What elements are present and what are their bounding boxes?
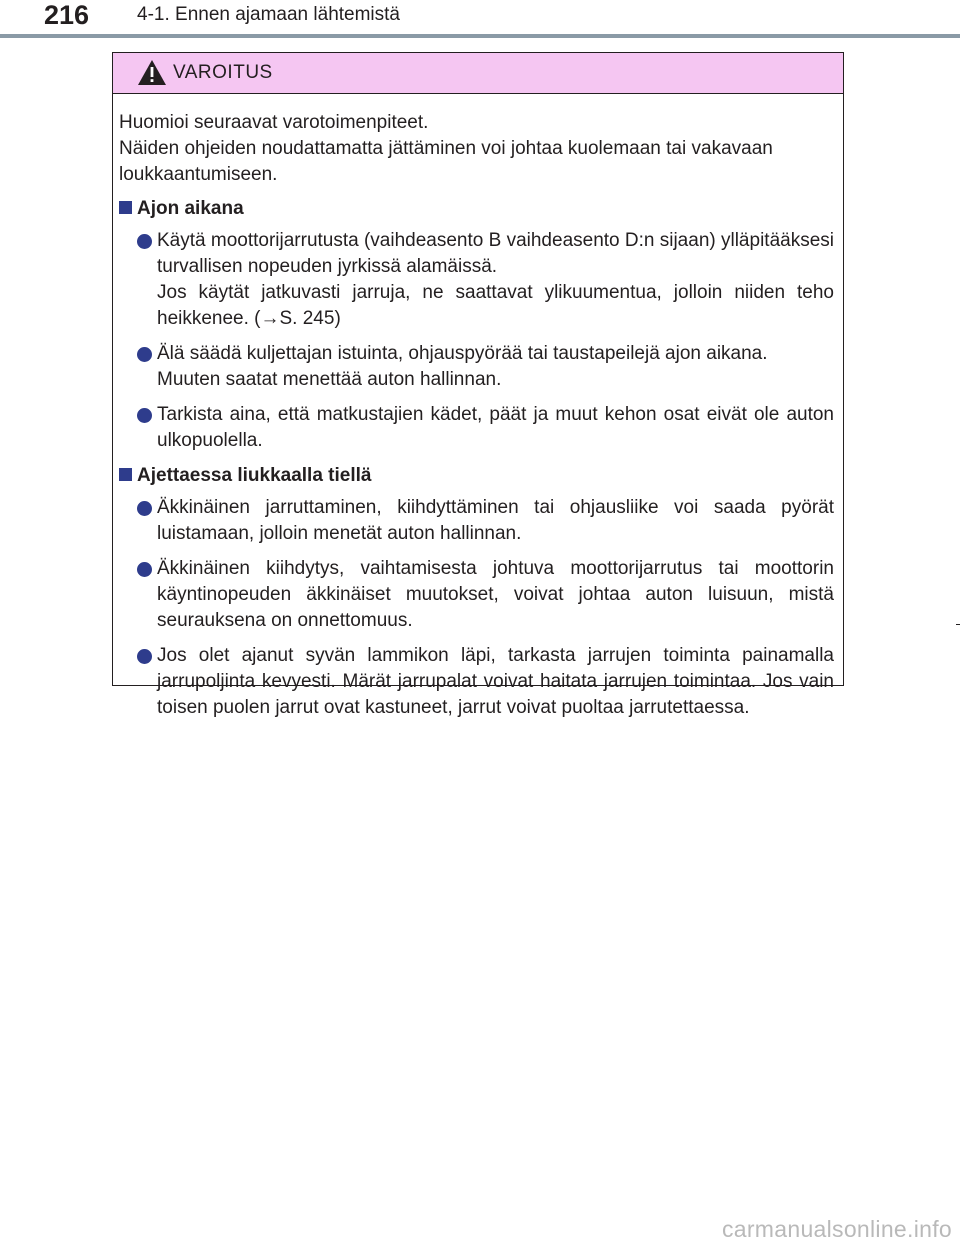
warning-triangle-icon [137,59,167,86]
bullet-text: Äkkinäinen jarruttaminen, kiihdyttäminen tai ohjausliike voi saada pyörät luistamaan, jolloin menetät auton hallinnan. [157,497,834,544]
bullet-text: Jos käytät jatkuvasti jarruja, ne saattavat ylikuumentua, jolloin niiden teho heikkenee. (→S. 245) [157,282,834,329]
section-heading-liukas-tie [119,463,834,489]
intro-line: Näiden ohjeiden noudattamatta jättäminen voi johtaa kuolemaan tai vakavaan loukkaantumiseen. [119,138,773,185]
square-bullet-icon [119,201,132,214]
intro-line: Huomioi seuraavat varotoimenpiteet. [119,112,429,133]
warning-body [113,94,843,721]
bullet-text: Jos olet ajanut syvän lammikon läpi, tarkasta jarrujen toiminta painamalla jarrupoljinta kevyesti. Märät jarrupalat voivat haitata jarrujen toimintaa. Jos vain toisen puolen jarrut ovat kastuneet, jarrut voivat puoltaa jarrutettaessa. [157,645,834,718]
warning-box [112,52,844,718]
section-heading-text: Ajettaessa liukkaalla tiellä [137,465,372,486]
list-item [119,556,834,634]
round-bullet-icon [137,234,152,249]
bullet-text: Äkkinäinen kiihdytys, vaihtamisesta johtuva moottorijarrutus tai moottorin käyntinopeuden äkkinäiset muutokset, voivat johtaa auton luisuun, mistä seurauksena on onnettomuus. [157,558,834,631]
list-item [119,228,834,332]
page-number: 216 [44,0,90,30]
list-item [119,341,834,393]
round-bullet-icon [137,649,152,664]
section-heading-text: Ajon aikana [137,198,244,219]
list-item [119,643,834,721]
round-bullet-icon [137,501,152,516]
warning-label: VAROITUS [173,62,273,83]
list-item [119,402,834,454]
round-bullet-icon [137,562,152,577]
bullet-text: Älä säädä kuljettajan istuinta, ohjauspyörää tai taustapeilejä ajon aikana. [157,343,768,364]
bullet-text: Käytä moottorijarrutusta (vaihdeasento B vaihdeasento D:n sijaan) ylläpitääksesi turvallisen nopeuden jyrkissä alamäissä. [157,230,834,277]
warning-header [113,53,843,94]
section-title: 4-1. Ennen ajamaan lähtemistä [137,4,400,25]
header-rule [0,34,960,38]
page-edge-mark [956,624,960,625]
square-bullet-icon [119,468,132,481]
round-bullet-icon [137,408,152,423]
bullet-text: Muuten saatat menettää auton hallinnan. [157,369,502,390]
round-bullet-icon [137,347,152,362]
watermark: carmanualsonline.info [721,1216,952,1242]
section-heading-ajon-aikana [119,196,834,222]
list-item [119,495,834,547]
bullet-text: Tarkista aina, että matkustajien kädet, päät ja muut kehon osat eivät ole auton ulkopuolella. [157,404,834,451]
warning-intro [119,110,834,188]
